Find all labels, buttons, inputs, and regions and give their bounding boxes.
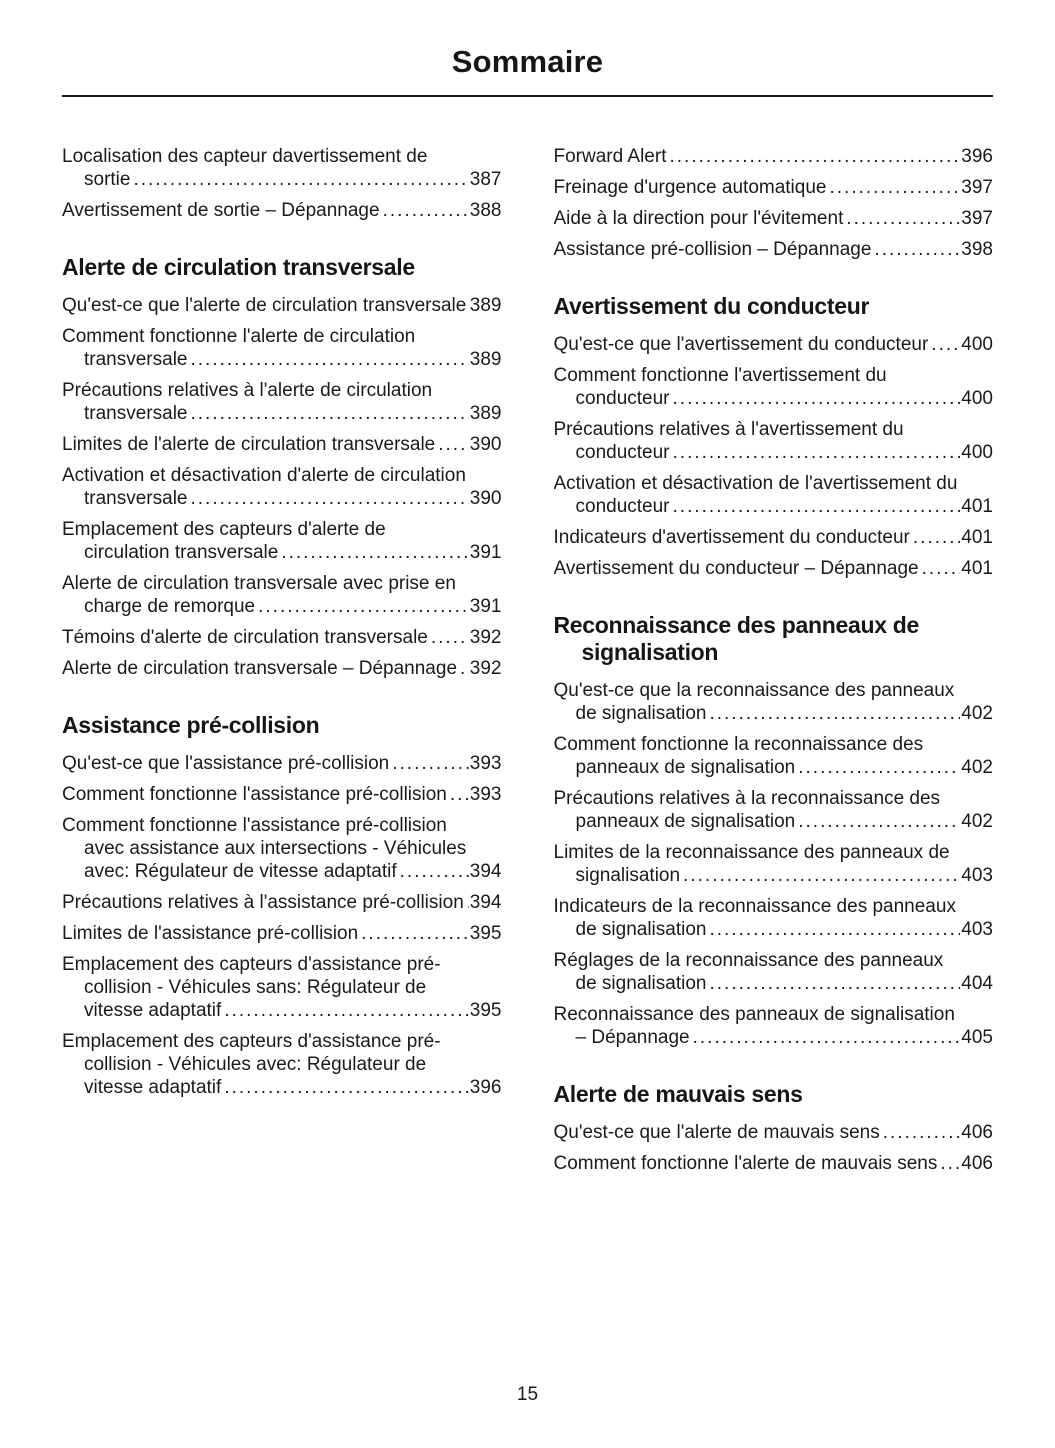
toc-entry-title <box>62 433 469 456</box>
toc-entry-text: Localisation des capteur davertissement de sortie <box>62 146 428 190</box>
toc-entry-page-number: 393 <box>469 784 502 805</box>
toc-entry <box>554 1121 994 1144</box>
toc-entry-title <box>62 1030 469 1099</box>
toc-entry-title <box>554 787 961 833</box>
toc-entry <box>62 294 502 317</box>
toc-entry <box>554 333 994 356</box>
page-number: 15 <box>516 1384 539 1405</box>
toc-entry-title <box>554 364 961 410</box>
toc-section-heading: Alerte de mauvais sens <box>553 1081 803 1107</box>
toc-entry <box>554 176 994 199</box>
toc-entry-text: Comment fonctionne l'assistance pré-collision avec assistance aux intersections - Véhicules avec: Régulateur de vitesse adaptatif <box>62 815 467 882</box>
toc-entry-title <box>554 733 961 779</box>
toc-entry-page-number: 391 <box>469 542 502 563</box>
toc-entry <box>62 814 502 883</box>
toc-entry <box>62 626 502 649</box>
toc-entry-title <box>62 922 469 945</box>
toc-entry-title <box>62 783 469 806</box>
toc-entry-text: Avertissement de sortie – Dépannage <box>62 200 380 221</box>
toc-entry-title <box>62 572 469 618</box>
toc-entry-text: Emplacement des capteurs d'assistance pré-collision - Véhicules avec: Régulateur de vitesse adaptatif <box>62 1031 441 1098</box>
toc-entry-page-number: 401 <box>961 496 993 517</box>
toc-entry-text: Aide à la direction pour l'évitement <box>553 208 844 229</box>
toc-entry-text: Précautions relatives à l'assistance pré-collision <box>62 892 464 913</box>
toc-entry-page-number: 389 <box>469 349 502 370</box>
toc-entry-title <box>554 895 961 941</box>
toc-entry-page-number: 395 <box>469 923 502 944</box>
toc-entry <box>62 518 502 564</box>
toc-entry-page-number: 404 <box>961 973 993 994</box>
toc-entry-title <box>554 145 961 168</box>
toc-entry <box>62 953 502 1022</box>
toc-entry-title <box>554 841 961 887</box>
toc-entry <box>62 783 502 806</box>
toc-entry <box>554 207 994 230</box>
toc-entry-page-number: 400 <box>961 442 993 463</box>
toc-entry <box>62 891 502 914</box>
toc-entry <box>554 418 994 464</box>
toc-entry-title <box>554 238 961 261</box>
toc-entry-page-number: 388 <box>469 200 502 221</box>
toc-entry-title <box>554 1121 961 1144</box>
toc-entry-page-number: 389 <box>469 295 502 316</box>
toc-entry-page-number: 395 <box>469 1000 502 1021</box>
toc-entry-text: Assistance pré-collision – Dépannage <box>553 239 872 260</box>
toc-entry-title <box>62 379 469 425</box>
toc-entry <box>554 949 994 995</box>
toc-entry-text: Reconnaissance des panneaux de signalisation – Dépannage <box>553 1004 955 1048</box>
toc-entry-text: Emplacement des capteurs d'alerte de circulation transversale <box>62 519 386 563</box>
toc-entry-text: Précautions relatives à la reconnaissance des panneaux de signalisation <box>553 788 941 832</box>
toc-entry-text: Alerte de circulation transversale avec prise en charge de remorque <box>62 573 456 617</box>
toc-entry-title <box>554 176 961 199</box>
toc-entry-page-number: 402 <box>961 757 993 778</box>
toc-entry <box>554 364 994 410</box>
toc-entry <box>554 841 994 887</box>
toc-entry-text: Comment fonctionne l'assistance pré-collision <box>62 784 447 805</box>
toc-entry <box>62 752 502 775</box>
toc-entry-page-number: 406 <box>961 1153 993 1174</box>
toc-entry-text: Qu'est-ce que l'avertissement du conducteur <box>553 334 929 355</box>
toc-entry-title <box>62 294 469 317</box>
toc-entry <box>554 1152 994 1175</box>
toc-entry <box>62 1030 502 1099</box>
toc-entry-page-number: 394 <box>469 892 502 913</box>
toc-entry <box>554 787 994 833</box>
toc-entry-page-number: 402 <box>961 703 993 724</box>
toc-entry-text: Qu'est-ce que l'alerte de mauvais sens <box>553 1122 880 1143</box>
toc-entry <box>62 657 502 680</box>
toc-entry-title <box>554 949 961 995</box>
toc-entry-text: Qu'est-ce que la reconnaissance des panneaux de signalisation <box>553 680 955 724</box>
toc-entry-title <box>62 953 469 1022</box>
toc-entry-text: Témoins d'alerte de circulation transversale <box>62 627 428 648</box>
toc-entry <box>554 895 994 941</box>
toc-entry <box>62 199 502 222</box>
toc-entry-page-number: 396 <box>469 1077 502 1098</box>
toc-section-heading: Reconnaissance des panneaux de signalisation <box>553 612 920 665</box>
toc-entry-page-number: 400 <box>961 388 993 409</box>
toc-entry-text: Forward Alert <box>553 146 667 167</box>
toc-entry <box>62 922 502 945</box>
toc-column-left <box>62 145 502 1183</box>
toc-entry <box>554 238 994 261</box>
toc-entry-page-number: 405 <box>961 1027 993 1048</box>
toc-entry <box>62 379 502 425</box>
toc-entry-text: Qu'est-ce que l'assistance pré-collision <box>62 753 390 774</box>
toc-entry-text: Comment fonctionne l'alerte de mauvais sens <box>553 1153 938 1174</box>
toc-columns <box>62 145 993 1183</box>
toc-section-heading: Alerte de circulation transversale <box>62 254 415 280</box>
toc-entry-text: Précautions relatives à l'avertissement du conducteur <box>553 419 904 463</box>
toc-entry-page-number: 403 <box>961 919 993 940</box>
toc-entry-page-number: 387 <box>469 169 502 190</box>
toc-entry-page-number: 396 <box>961 146 993 167</box>
toc-entry <box>62 145 502 191</box>
toc-entry <box>554 1003 994 1049</box>
toc-section-heading: Assistance pré-collision <box>62 712 320 738</box>
toc-entry-title <box>554 472 961 518</box>
toc-entry <box>554 526 994 549</box>
toc-entry-title <box>554 1152 961 1175</box>
toc-entry-title <box>62 145 469 191</box>
toc-entry-title <box>554 207 961 230</box>
toc-entry-title <box>62 752 469 775</box>
toc-entry-page-number: 402 <box>961 811 993 832</box>
toc-entry <box>554 557 994 580</box>
toc-entry-page-number: 392 <box>469 658 502 679</box>
toc-entry-title <box>554 418 961 464</box>
toc-column-right <box>554 145 994 1183</box>
toc-entry-title <box>554 1003 961 1049</box>
toc-entry-page-number: 390 <box>469 488 502 509</box>
toc-entry-title <box>554 557 961 580</box>
toc-entry-text: Comment fonctionne la reconnaissance des panneaux de signalisation <box>553 734 924 778</box>
toc-entry-page-number: 398 <box>961 239 993 260</box>
toc-entry-title <box>554 679 961 725</box>
toc-entry-text: Réglages de la reconnaissance des panneaux de signalisation <box>553 950 944 994</box>
toc-entry-page-number: 397 <box>961 208 993 229</box>
toc-entry-title <box>554 526 961 549</box>
toc-entry-page-number: 390 <box>469 434 502 455</box>
toc-entry-page-number: 392 <box>469 627 502 648</box>
toc-entry-text: Indicateurs de la reconnaissance des panneaux de signalisation <box>553 896 956 940</box>
toc-section-heading: Avertissement du conducteur <box>553 293 870 319</box>
toc-entry-text: Activation et désactivation de l'avertissement du conducteur <box>553 473 958 517</box>
toc-entry-page-number: 394 <box>469 861 502 882</box>
toc-entry-page-number: 393 <box>469 753 502 774</box>
toc-entry-title <box>62 464 469 510</box>
toc-entry-title <box>62 518 469 564</box>
toc-entry <box>62 325 502 371</box>
toc-entry-title <box>554 333 961 356</box>
toc-entry <box>62 572 502 618</box>
toc-entry <box>554 733 994 779</box>
toc-entry-page-number: 397 <box>961 177 993 198</box>
toc-entry-text: Indicateurs d'avertissement du conducteur <box>553 527 910 548</box>
toc-entry-title <box>62 891 469 914</box>
page-title: Sommaire <box>451 44 604 79</box>
toc-entry-title <box>62 325 469 371</box>
toc-entry-text: Activation et désactivation d'alerte de circulation transversale <box>62 465 466 509</box>
toc-entry-text: Précautions relatives à l'alerte de circulation transversale <box>62 380 433 424</box>
toc-entry-title <box>62 199 469 222</box>
toc-entry-page-number: 406 <box>961 1122 993 1143</box>
toc-entry-text: Avertissement du conducteur – Dépannage <box>553 558 919 579</box>
toc-entry-text: Limites de l'assistance pré-collision <box>62 923 359 944</box>
toc-entry-text: Comment fonctionne l'avertissement du conducteur <box>553 365 887 409</box>
toc-entry <box>554 472 994 518</box>
toc-entry <box>62 433 502 456</box>
title-divider <box>62 95 993 97</box>
toc-entry-page-number: 403 <box>961 865 993 886</box>
toc-entry-text: Freinage d'urgence automatique <box>553 177 827 198</box>
toc-entry-text: Limites de l'alerte de circulation transversale <box>62 434 436 455</box>
toc-entry <box>554 145 994 168</box>
toc-entry-text: Qu'est-ce que l'alerte de circulation transversale <box>62 295 467 316</box>
toc-entry-page-number: 389 <box>469 403 502 424</box>
toc-entry-page-number: 401 <box>961 527 993 548</box>
toc-entry-text: Limites de la reconnaissance des panneaux de signalisation <box>553 842 950 886</box>
toc-entry <box>62 464 502 510</box>
toc-entry-text: Emplacement des capteurs d'assistance pré-collision - Véhicules sans: Régulateur de vitesse adaptatif <box>62 954 441 1021</box>
toc-entry-page-number: 391 <box>469 596 502 617</box>
toc-entry-title <box>62 814 469 883</box>
toc-entry-title <box>62 657 469 680</box>
toc-entry-page-number: 401 <box>961 558 993 579</box>
toc-entry-text: Comment fonctionne l'alerte de circulation transversale <box>62 326 416 370</box>
toc-entry-text: Alerte de circulation transversale – Dépannage <box>62 658 458 679</box>
toc-entry <box>554 679 994 725</box>
toc-entry-page-number: 400 <box>961 334 993 355</box>
toc-entry-title <box>62 626 469 649</box>
